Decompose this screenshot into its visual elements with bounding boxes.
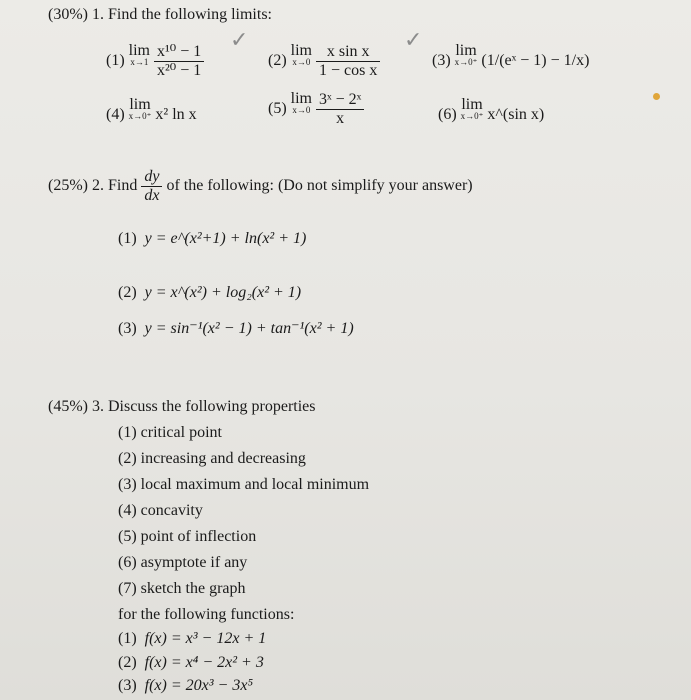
q3-function-2-expr: f(x) = x⁴ − 2x² + 3 bbox=[144, 654, 264, 671]
q1-header: (30%) 1. Find the following limits: bbox=[48, 6, 272, 23]
q1-item-2-fraction: $\frac{\text{x sin x}}{\text{1 − cos x}}$ bbox=[316, 43, 380, 80]
q1-item-6-lim: lim x→0⁺ bbox=[460, 96, 484, 121]
q3-property-3: (3) local maximum and local minimum bbox=[118, 476, 370, 493]
check-mark-2: ✓ bbox=[404, 28, 423, 53]
q2-item-2: (2) y = x^(x²) + log₂(x² + 1) bbox=[118, 284, 302, 301]
q1-item-6-expr: x^(sin x) bbox=[487, 106, 545, 123]
q1-item-1-lim: lim x→1 bbox=[128, 42, 150, 67]
q2-header-suffix: of the following: (Do not simplify your answer) bbox=[166, 177, 473, 195]
q2-header bbox=[48, 168, 473, 205]
q3-property-6: (6) asymptote if any bbox=[118, 554, 248, 571]
q3-functions-intro: for the following functions: bbox=[118, 606, 295, 623]
q2-item-3: (3) y = sin⁻¹(x² − 1) + tan⁻¹(x² + 1) bbox=[118, 320, 354, 337]
q2-item-1: (1) y = e^(x²+1) + ln(x² + 1) bbox=[118, 230, 307, 247]
q1-item-3-expr: (1/(eˣ − 1) − 1/x) bbox=[481, 52, 590, 69]
q3-property-1: (1) critical point bbox=[118, 424, 222, 441]
q2-item-2-expr: y = x^(x²) + log₂(x² + 1) bbox=[144, 284, 302, 301]
q3-property-4: (4) concavity bbox=[118, 502, 203, 519]
q1-item-5-lim: lim x→0 bbox=[290, 90, 312, 115]
q3-property-2: (2) increasing and decreasing bbox=[118, 450, 306, 467]
q2-item-1-expr: y = e^(x²+1) + ln(x² + 1) bbox=[144, 230, 307, 247]
pen-dot bbox=[653, 93, 660, 100]
q1-item-6-label: (6) bbox=[438, 106, 457, 123]
check-mark-1: ✓ bbox=[230, 28, 249, 53]
q1-item-5-fraction: $\frac{\text{3ˣ − 2ˣ}}{x}$ bbox=[316, 91, 364, 128]
q1-item-4 bbox=[106, 96, 197, 124]
q3-function-1: (1) f(x) = x³ − 12x + 1 bbox=[118, 630, 267, 647]
q1-item-2-lim: lim x→0 bbox=[290, 42, 312, 67]
q1-item-3-label: (3) bbox=[432, 52, 451, 69]
q1-item-2 bbox=[268, 42, 380, 80]
q1-item-4-expr: x² ln x bbox=[155, 106, 197, 123]
q1-item-5 bbox=[268, 90, 364, 128]
q3-function-2: (2) f(x) = x⁴ − 2x² + 3 bbox=[118, 654, 264, 671]
q1-item-1-fraction: $\frac{\text{x¹⁰ − 1}}{\text{x²⁰ − 1}}$ bbox=[154, 43, 204, 80]
q3-property-5: (5) point of inflection bbox=[118, 528, 257, 545]
q1-item-1 bbox=[106, 42, 204, 80]
q1-item-4-label: (4) bbox=[106, 106, 125, 123]
q1-item-2-label: (2) bbox=[268, 52, 287, 69]
q1-item-1-label: (1) bbox=[106, 52, 125, 69]
q2-derivative: $\frac{dy}{dx}$ bbox=[141, 168, 162, 205]
q2-header-prefix: (25%) 2. Find bbox=[48, 177, 138, 195]
q3-function-1-expr: f(x) = x³ − 12x + 1 bbox=[144, 630, 267, 647]
q3-header: (45%) 3. Discuss the following properties bbox=[48, 398, 316, 415]
q1-item-4-lim: lim x→0⁺ bbox=[128, 96, 152, 121]
q3-function-3: (3) f(x) = 20x³ − 3x⁵ bbox=[118, 677, 254, 694]
q1-item-3 bbox=[432, 42, 589, 70]
q1-item-5-label: (5) bbox=[268, 100, 287, 117]
q3-property-7: (7) sketch the graph bbox=[118, 580, 246, 597]
q1-item-3-lim: lim x→0⁺ bbox=[454, 42, 478, 67]
q1-item-6 bbox=[438, 96, 544, 124]
q3-function-3-expr: f(x) = 20x³ − 3x⁵ bbox=[144, 677, 254, 694]
q2-item-3-expr: y = sin⁻¹(x² − 1) + tan⁻¹(x² + 1) bbox=[144, 320, 354, 337]
